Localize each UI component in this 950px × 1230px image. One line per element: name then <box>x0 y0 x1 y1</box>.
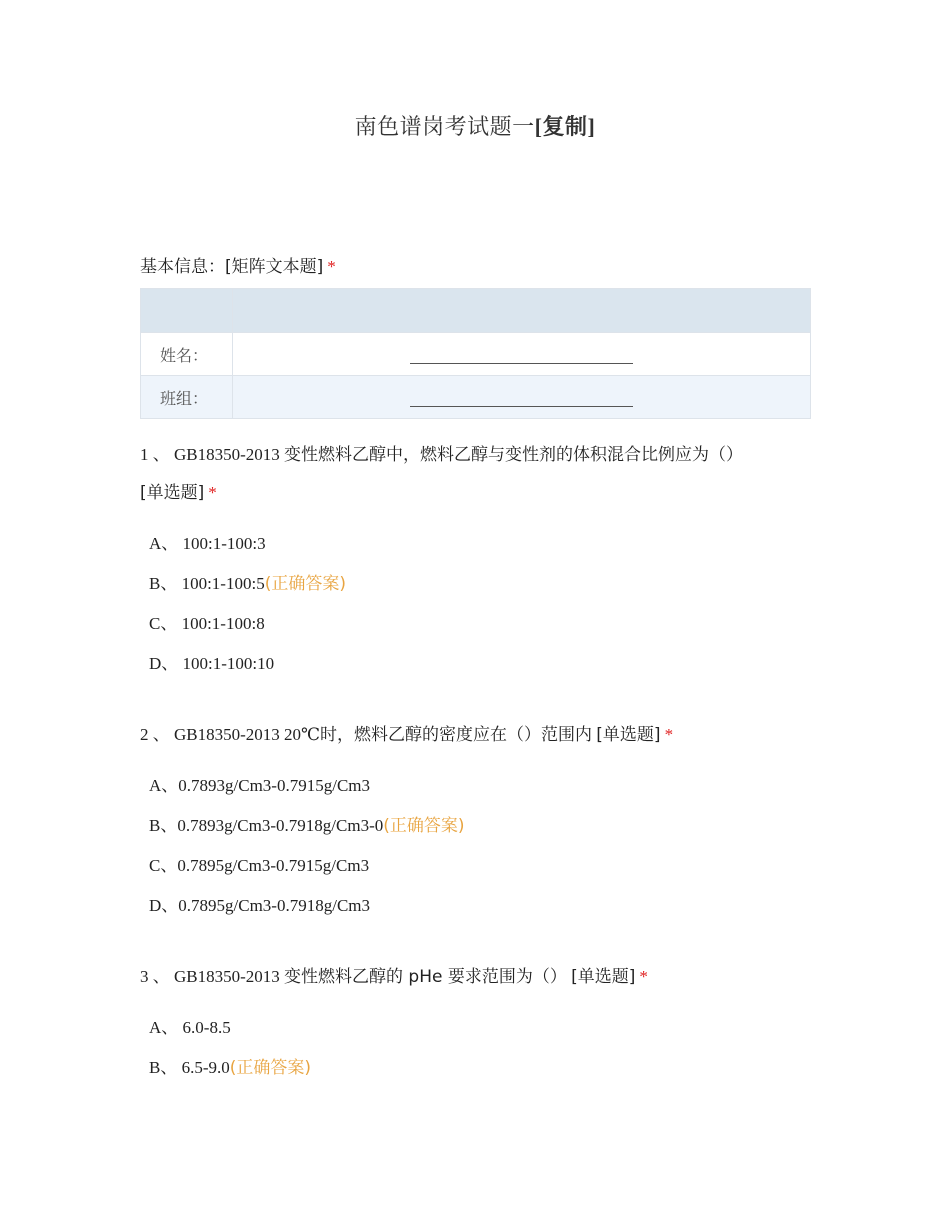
matrix-row-label: 班组： <box>141 376 233 419</box>
question-2-prefix: 2 、 GB18350-2013 20℃ <box>140 725 321 744</box>
option-label: D、0.7895g/Cm3-0.7918g/Cm3 <box>149 896 371 915</box>
question-2-type: [单选题] <box>596 725 661 745</box>
option-label: B、 6.5-9.0 <box>149 1058 230 1077</box>
matrix-header-cell <box>233 289 811 333</box>
survey-title <box>0 110 950 141</box>
option-label: A、 6.0-8.5 <box>149 1018 231 1037</box>
required-mark: * <box>664 725 674 744</box>
question-2-title <box>140 716 805 754</box>
question-1-type: [单选题] <box>140 483 205 503</box>
question-2-option-c[interactable] <box>149 851 369 876</box>
option-label: D、 100:1-100:10 <box>149 654 275 673</box>
required-mark: * <box>639 967 648 986</box>
option-label: C、 100:1-100:8 <box>149 614 265 633</box>
question-2-option-b[interactable] <box>149 811 465 836</box>
matrix-row-name <box>141 333 811 376</box>
question-3-option-b[interactable] <box>149 1053 311 1078</box>
survey-title-text: 南色谱岗考试题一 <box>354 115 535 140</box>
required-mark: * <box>327 257 336 276</box>
matrix-row-team <box>141 376 811 419</box>
team-input-cell[interactable] <box>233 376 811 419</box>
option-label: A、0.7893g/Cm3-0.7915g/Cm3 <box>149 776 371 795</box>
question-1-option-a[interactable] <box>149 529 266 554</box>
name-input-cell[interactable] <box>233 333 811 376</box>
question-2-text: 时，燃料乙醇的密度应在（）范围内 <box>320 725 593 745</box>
question-2-option-d[interactable] <box>149 891 370 916</box>
question-3-prefix: 3 、 GB18350-2013 <box>140 967 285 986</box>
correct-answer-note: (正确答案) <box>383 816 465 836</box>
survey-title-suffix: [复制] <box>534 114 596 139</box>
question-3-text: 变性燃料乙醇的 pHe 要求范围为（） <box>284 967 567 987</box>
question-1-option-b[interactable] <box>149 569 346 594</box>
name-input-line[interactable] <box>410 349 633 364</box>
required-mark: * <box>208 483 217 502</box>
question-3-option-a[interactable] <box>149 1013 231 1038</box>
question-2-option-a[interactable] <box>149 771 370 796</box>
option-label: B、0.7893g/Cm3-0.7918g/Cm3-0 <box>149 816 384 835</box>
correct-answer-note: (正确答案) <box>229 1058 312 1078</box>
question-3-title <box>140 958 805 996</box>
question-1-option-d[interactable] <box>149 649 274 674</box>
question-1-prefix: 1 、 GB18350-2013 <box>140 445 285 464</box>
matrix-header-corner <box>141 289 233 333</box>
correct-answer-note: (正确答案) <box>264 574 346 594</box>
question-1-option-c[interactable] <box>149 609 265 634</box>
question-3-type: [单选题] <box>571 967 636 987</box>
question-1-title <box>140 436 805 512</box>
basic-info-matrix <box>140 288 811 419</box>
option-label: A、 100:1-100:3 <box>149 534 266 553</box>
option-label: B、 100:1-100:5 <box>149 574 265 593</box>
option-label: C、0.7895g/Cm3-0.7915g/Cm3 <box>149 856 370 875</box>
team-input-line[interactable] <box>410 392 633 407</box>
question-1-text: 变性燃料乙醇中，燃料乙醇与变性剂的体积混合比例应为（） <box>284 445 744 465</box>
matrix-header-row <box>141 289 811 333</box>
basic-info-label <box>140 252 336 277</box>
basic-info-label-text: 基本信息：[矩阵文本题] <box>140 257 324 277</box>
matrix-row-label: 姓名： <box>141 333 233 376</box>
